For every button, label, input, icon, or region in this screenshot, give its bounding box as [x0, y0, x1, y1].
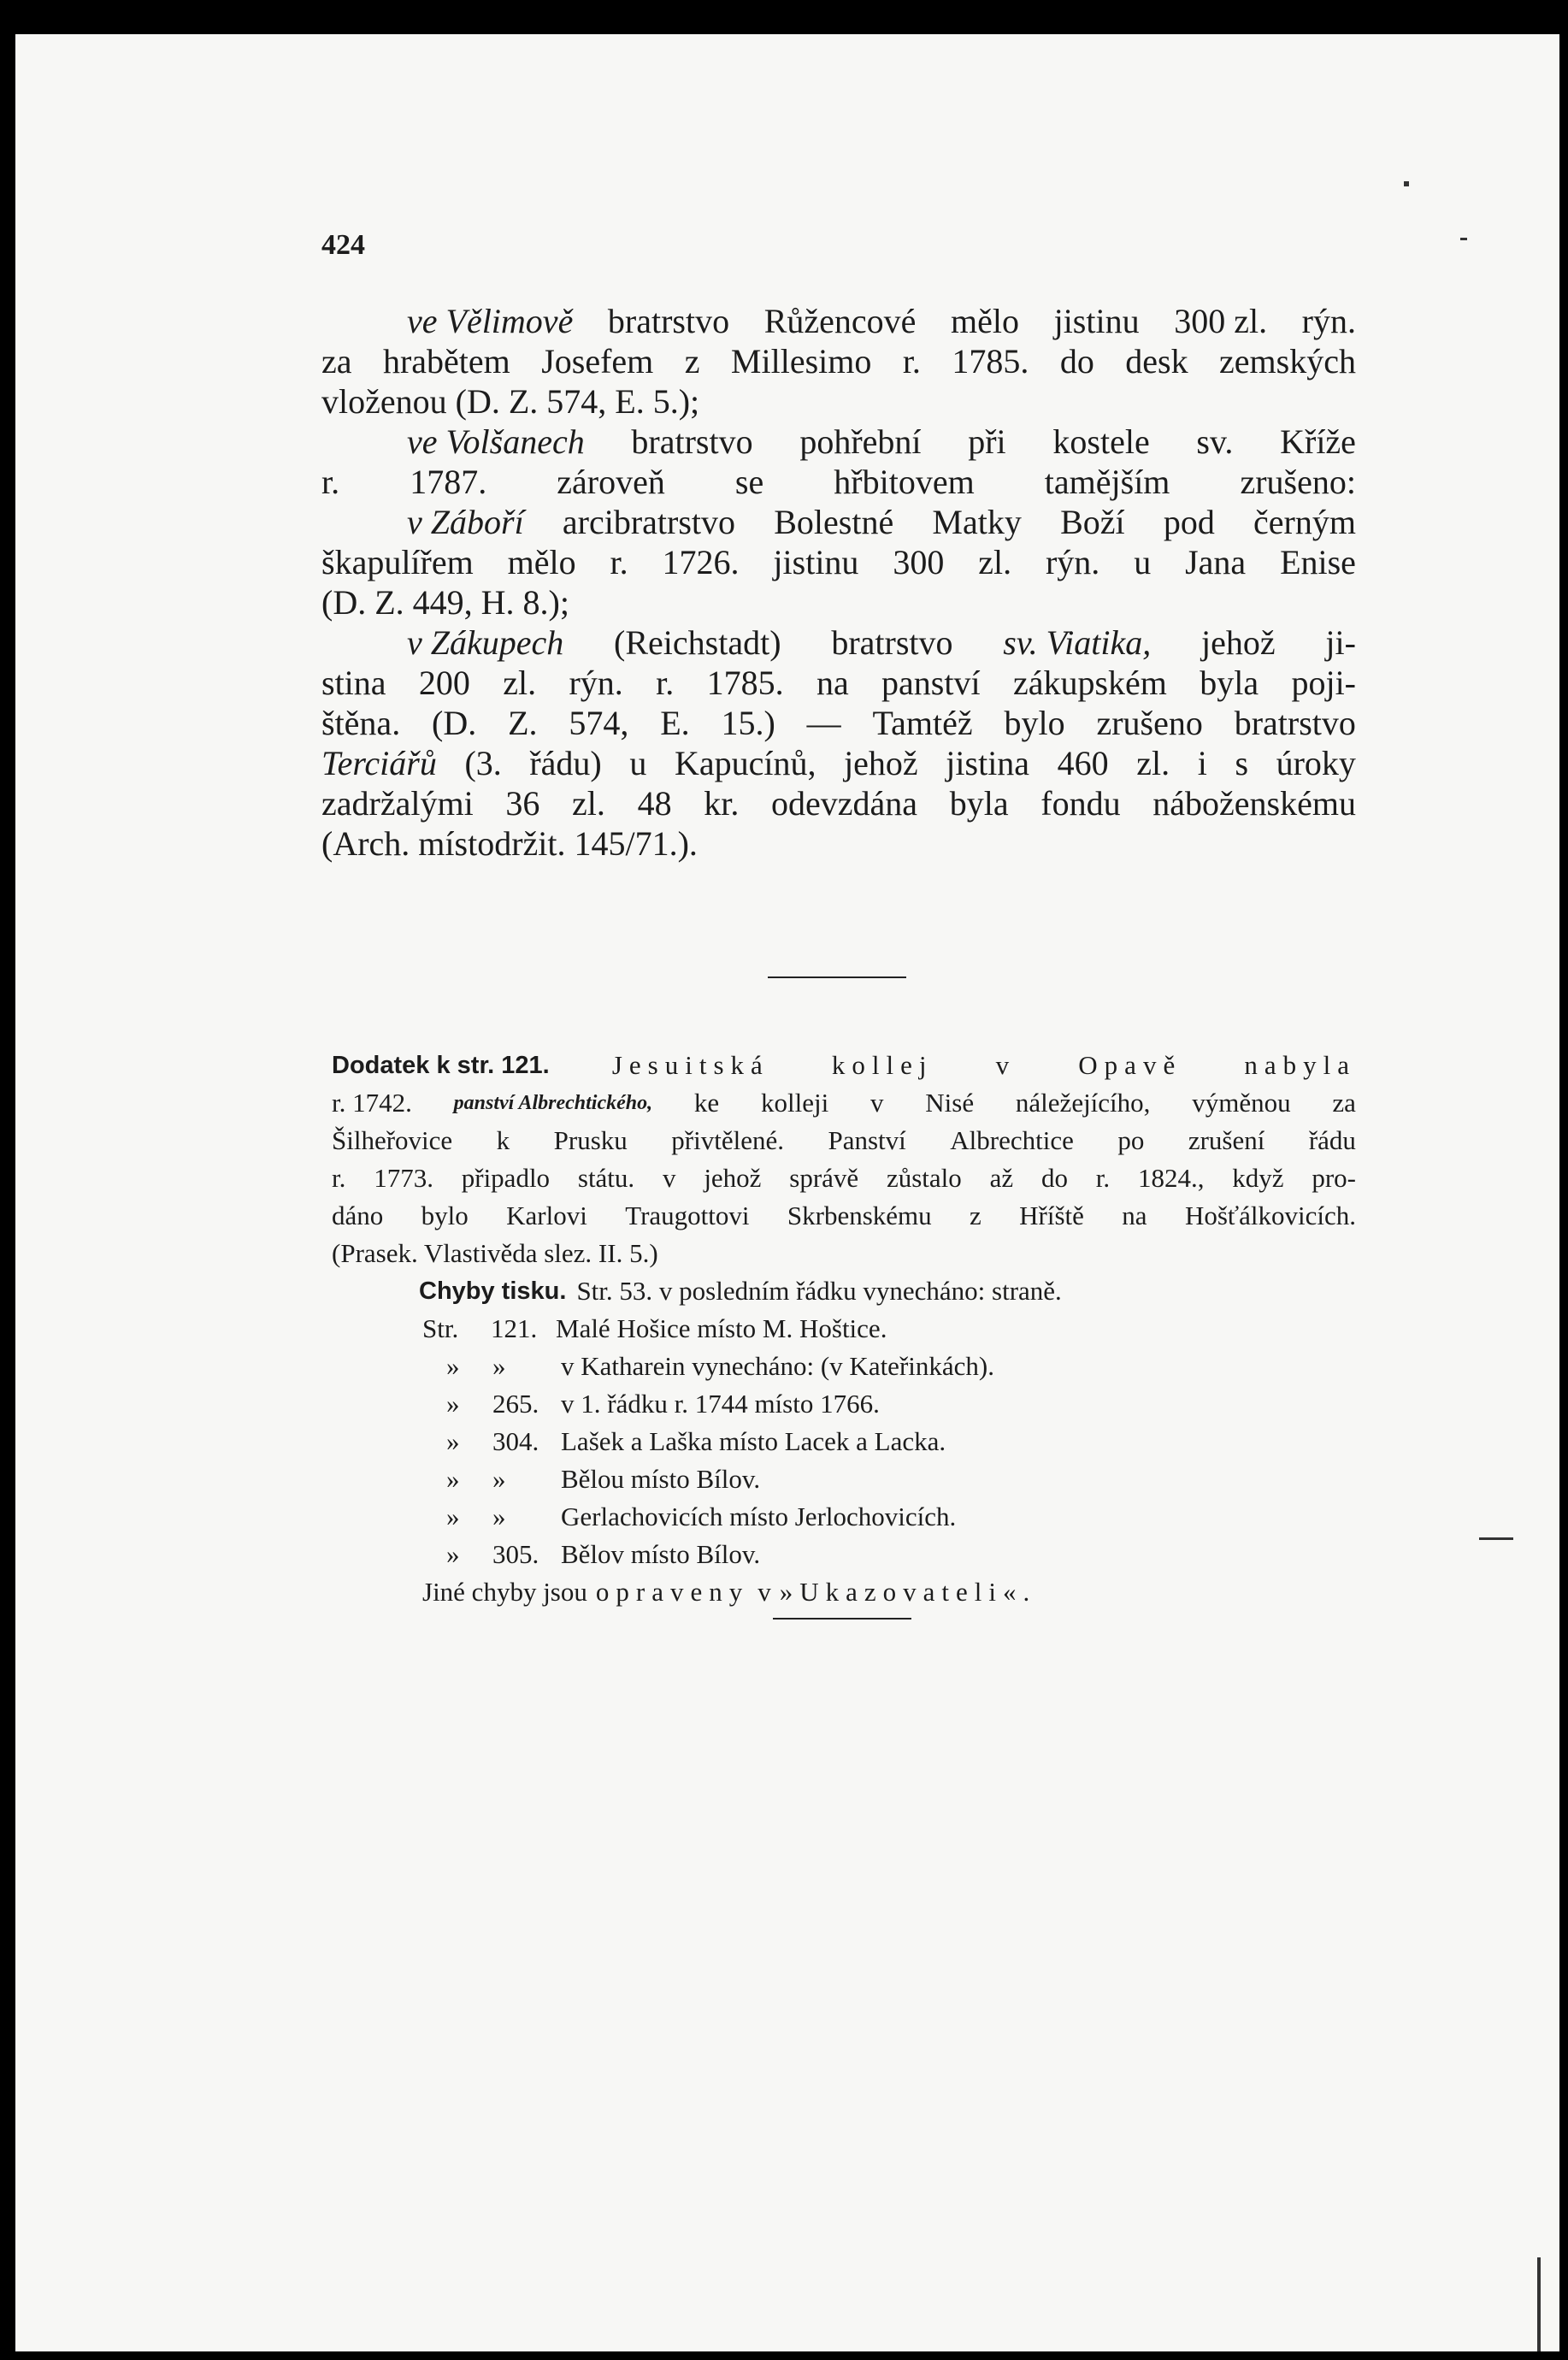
errata-page-ref: »: [492, 1351, 506, 1381]
errata-row: [446, 1460, 1363, 1498]
word: jehož: [1201, 623, 1276, 662]
word: (D.: [432, 704, 477, 742]
word: se: [734, 463, 764, 501]
word: ve Vělimově: [407, 302, 574, 340]
word: po: [1117, 1125, 1145, 1155]
word: mělo: [951, 302, 1019, 340]
word: na: [816, 664, 849, 702]
word: rýn.: [569, 664, 623, 702]
word: hrabětem: [382, 342, 510, 381]
word: Z.: [508, 704, 538, 742]
word: Panství: [828, 1125, 906, 1155]
word: státu.: [577, 1163, 635, 1193]
word: 15.): [721, 704, 775, 742]
word: —: [806, 704, 841, 742]
word: Traugottovi: [625, 1201, 750, 1230]
errata-closing: [422, 1573, 1363, 1611]
word: Nisé: [925, 1088, 975, 1118]
word: 1787.: [410, 463, 487, 501]
errata-ditto: Str.: [422, 1313, 459, 1343]
word: úroky: [1276, 744, 1356, 782]
scanned-page: [15, 34, 1559, 2351]
word: 1785.: [706, 664, 784, 702]
word: 200: [418, 664, 470, 702]
word: r.: [902, 342, 921, 381]
errata-first-line: [419, 1272, 1363, 1310]
word: z: [970, 1201, 981, 1230]
closing-part: opraveny: [595, 1577, 750, 1607]
word: zemských: [1219, 342, 1356, 381]
word: rýn.: [1301, 302, 1356, 340]
errata-row: [446, 1348, 1363, 1385]
word: E.: [660, 704, 690, 742]
errata-heading: Chyby tisku.: [419, 1277, 567, 1305]
word: 300: [893, 543, 945, 581]
errata-text: Gerlachovicích místo Jerlochovicích.: [561, 1502, 957, 1531]
word: správě: [789, 1163, 859, 1193]
text-line: [321, 823, 1356, 864]
text-line: [321, 783, 1356, 823]
word: až: [989, 1163, 1014, 1193]
page-number: 424: [321, 229, 365, 261]
word: zrušeno:: [1240, 463, 1356, 501]
text-line: [332, 1235, 1356, 1272]
word: Opavě: [1078, 1050, 1182, 1080]
word: kollej: [831, 1050, 934, 1080]
scan-speck: [1460, 238, 1467, 240]
word: ve Volšanech: [407, 422, 585, 461]
word: zrušení: [1188, 1125, 1265, 1155]
word: jehož: [844, 744, 918, 782]
text-line: [321, 462, 1356, 502]
errata-section: [419, 1272, 1363, 1611]
word: bratrstvo: [607, 302, 730, 340]
word: pro-: [1312, 1163, 1356, 1193]
word: Jesuitská: [611, 1050, 769, 1080]
word: byla: [949, 784, 1009, 823]
word: u: [629, 744, 647, 782]
word: náležejícího,: [1015, 1088, 1151, 1118]
errata-row: [446, 1536, 1363, 1573]
errata-text: v Katharein vynecháno: (v Kateřinkách).: [561, 1351, 994, 1381]
errata-page-ref: 305.: [492, 1539, 539, 1569]
addendum-section: [332, 1047, 1356, 1272]
errata-row: [446, 1498, 1363, 1536]
errata-entry: Str. 53. v posledním řádku vynecháno: straně.: [576, 1276, 1062, 1306]
word: štěna.: [321, 704, 401, 742]
word: r.: [610, 543, 628, 581]
word: Josefem: [541, 342, 654, 381]
word: 36: [505, 784, 540, 823]
word: Jana: [1185, 543, 1247, 581]
word: 574,: [569, 704, 629, 742]
word: Matky: [932, 503, 1022, 541]
word: bratrstvo: [631, 422, 753, 461]
word: jistina: [946, 744, 1030, 782]
errata-ditto: »: [446, 1351, 460, 1381]
word: černým: [1253, 503, 1356, 541]
main-paragraph: [321, 301, 1356, 864]
word: připadlo: [461, 1163, 551, 1193]
word: škapulířem: [321, 543, 474, 581]
text-line: [332, 1084, 1356, 1122]
errata-text: Malé Hošice místo M. Hoštice.: [556, 1313, 887, 1343]
word: v Záboří: [407, 503, 524, 541]
word: bylo: [1004, 704, 1065, 742]
word: za: [1332, 1088, 1356, 1118]
word: v: [995, 1050, 1017, 1080]
text-line: [321, 622, 1356, 663]
word: zl.: [503, 664, 537, 702]
word: Růžencové: [763, 302, 917, 340]
text-line: [321, 381, 1356, 422]
text-line: [332, 1197, 1356, 1235]
word: (Arch. místodržit. 145/71.).: [321, 824, 698, 863]
word: 1824.,: [1137, 1163, 1205, 1193]
text-line: [321, 502, 1356, 542]
text-line: [332, 1159, 1356, 1197]
word: jistinu: [1053, 302, 1140, 340]
word: 1773.: [374, 1163, 433, 1193]
word: Kříže: [1280, 422, 1356, 461]
word: Prusku: [553, 1125, 628, 1155]
errata-page-ref: »: [492, 1502, 506, 1531]
end-divider: [773, 1618, 911, 1620]
word: fondu: [1040, 784, 1121, 823]
word: při: [968, 422, 1006, 461]
errata-ditto: »: [446, 1464, 460, 1494]
text-line: [321, 422, 1356, 462]
word: panství: [881, 664, 981, 702]
scan-speck: [1479, 1537, 1513, 1540]
word: desk: [1125, 342, 1188, 381]
text-line: [332, 1122, 1356, 1159]
word: v Zákupech: [407, 623, 564, 662]
word: Tamtéž: [872, 704, 973, 742]
word: r.: [1095, 1163, 1111, 1193]
word: ji-: [1325, 623, 1356, 662]
errata-text: v 1. řádku r. 1744 místo 1766.: [561, 1389, 880, 1419]
word: Hříště: [1019, 1201, 1084, 1230]
text-line: [321, 542, 1356, 582]
word: r.: [332, 1163, 346, 1193]
word: Albrechtice: [950, 1125, 1074, 1155]
word: zároveň: [557, 463, 665, 501]
word: zůstalo: [886, 1163, 962, 1193]
word: (D. Z. 449, H. 8.);: [321, 583, 569, 622]
word: do: [1040, 1163, 1068, 1193]
word: mělo: [507, 543, 576, 581]
word: poji-: [1291, 664, 1356, 702]
word: Enise: [1280, 543, 1356, 581]
word: v: [870, 1088, 884, 1118]
word: hřbitovem: [834, 463, 975, 501]
text-line: [321, 743, 1356, 783]
word: bratrstvo: [831, 623, 953, 662]
word: výměnou: [1192, 1088, 1291, 1118]
word: pod: [1163, 503, 1215, 541]
word: na: [1122, 1201, 1147, 1230]
scan-edge-mark: [1537, 2257, 1541, 2351]
word: pohřební: [799, 422, 922, 461]
word: (Reichstadt): [614, 623, 781, 662]
word: 460: [1057, 744, 1109, 782]
word: panství Albrechtického,: [453, 1092, 653, 1114]
closing-part: Jiné chyby jsou: [422, 1577, 587, 1607]
closing-part: v: [757, 1577, 771, 1607]
word: u: [1134, 543, 1152, 581]
word: přivtělené.: [671, 1125, 784, 1155]
errata-ditto: »: [446, 1426, 460, 1456]
errata-row: [446, 1423, 1363, 1460]
word: zákupském: [1012, 664, 1167, 702]
word: i: [1197, 744, 1207, 782]
word: Kapucínů,: [674, 744, 816, 782]
word: za: [321, 342, 352, 381]
word: 48: [637, 784, 672, 823]
text-line: [321, 703, 1356, 743]
word: Bolestné: [774, 503, 894, 541]
word: jistinu: [773, 543, 859, 581]
errata-ditto: »: [446, 1539, 460, 1569]
word: bratrstvo: [1234, 704, 1356, 742]
word: Karlovi: [506, 1201, 587, 1230]
word: jehož: [704, 1163, 762, 1193]
word: 1726.: [662, 543, 740, 581]
errata-text: Bělov místo Bílov.: [561, 1539, 761, 1569]
word: v: [663, 1163, 676, 1193]
word: 300 zl.: [1174, 302, 1268, 340]
word: kostele: [1052, 422, 1150, 461]
word: r.: [321, 463, 340, 501]
word: z: [684, 342, 700, 381]
errata-page-ref: 304.: [492, 1426, 539, 1456]
text-line: [321, 663, 1356, 703]
word: dáno: [332, 1201, 384, 1230]
word: tamějším: [1044, 463, 1170, 501]
word: do: [1059, 342, 1094, 381]
word: řádu: [1308, 1125, 1356, 1155]
scan-speck: [1404, 181, 1409, 186]
word: s: [1235, 744, 1249, 782]
word: sv. Viatika,: [1003, 623, 1152, 662]
word: sv.: [1196, 422, 1234, 461]
closing-part: »Ukazovateli«.: [779, 1577, 1037, 1607]
word: zl.: [1136, 744, 1170, 782]
errata-text: Bělou místo Bílov.: [561, 1464, 761, 1494]
word: k: [496, 1125, 510, 1155]
errata-page-ref: 121.: [491, 1313, 538, 1343]
word: odevzdána: [771, 784, 918, 823]
word: náboženskému: [1152, 784, 1356, 823]
text-line: [321, 582, 1356, 622]
word: Boží: [1060, 503, 1125, 541]
word: zadržalými: [321, 784, 474, 823]
word: arcibratrstvo: [562, 503, 736, 541]
errata-row: [446, 1385, 1363, 1423]
word: 1785.: [952, 342, 1029, 381]
word: zl.: [572, 784, 605, 823]
word: Skrbenskému: [787, 1201, 932, 1230]
errata-ditto: »: [446, 1502, 460, 1531]
word: Hošťálkovicích.: [1184, 1201, 1356, 1230]
text-line: [321, 301, 1356, 341]
word: Šilheřovice: [332, 1125, 453, 1155]
word: stina: [321, 664, 386, 702]
word: kolleji: [760, 1088, 829, 1118]
word: když: [1232, 1163, 1284, 1193]
word: r.: [656, 664, 675, 702]
word: nabyla: [1244, 1050, 1356, 1080]
word: (3.: [464, 744, 502, 782]
errata-row: [422, 1310, 1363, 1348]
section-divider: [768, 976, 906, 978]
errata-ditto: »: [446, 1389, 460, 1419]
addendum-heading: Dodatek k str. 121.: [332, 1052, 550, 1079]
word: Millesimo: [730, 342, 872, 381]
word: ke: [693, 1088, 720, 1118]
errata-text: Lašek a Laška místo Lacek a Lacka.: [561, 1426, 946, 1456]
word: bylo: [421, 1201, 469, 1230]
word: kr.: [704, 784, 740, 823]
word: r. 1742.: [332, 1088, 412, 1118]
errata-page-ref: »: [492, 1464, 506, 1494]
word: (Prasek. Vlastivěda slez. II. 5.): [332, 1238, 658, 1268]
word: byla: [1200, 664, 1259, 702]
word: zrušeno: [1096, 704, 1203, 742]
word: Terciářů: [321, 744, 437, 782]
text-line: [332, 1047, 1356, 1084]
errata-page-ref: 265.: [492, 1389, 539, 1419]
word: zl.: [978, 543, 1012, 581]
word: vloženou (D. Z. 574, E. 5.);: [321, 382, 700, 421]
word: řádu): [529, 744, 602, 782]
word: rýn.: [1045, 543, 1100, 581]
text-line: [321, 341, 1356, 381]
